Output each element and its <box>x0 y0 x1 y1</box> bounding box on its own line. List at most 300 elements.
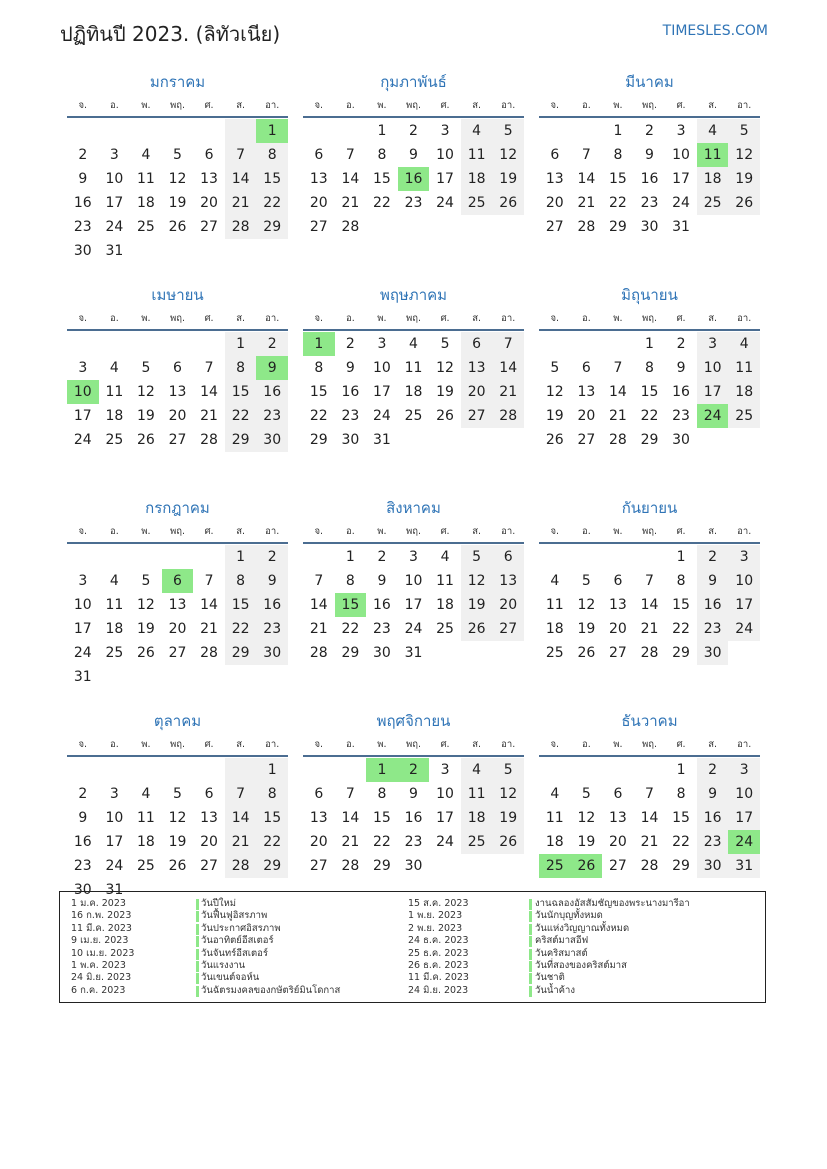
weekday-label: พ. <box>377 526 387 537</box>
day-cell: 18 <box>728 380 760 404</box>
day-cell: 20 <box>309 195 328 211</box>
day-cell: 20 <box>609 621 627 637</box>
month-block <box>539 283 760 456</box>
day-cell: 5 <box>440 336 450 352</box>
day-cell: 11 <box>461 143 493 167</box>
legend-date: 11 มี.ค. 2023 <box>408 972 469 984</box>
day-cell: 27 <box>168 645 187 661</box>
weekday-label: ศ. <box>676 526 686 537</box>
day-cell: 5 <box>581 786 591 802</box>
legend-row <box>71 935 401 947</box>
legend-row <box>408 985 758 997</box>
weekday-label: จ. <box>550 739 560 750</box>
empty-day-cell <box>335 758 367 782</box>
day-cell: 16 <box>341 384 360 400</box>
weekday-label: อ. <box>109 526 119 537</box>
legend-holiday-name: วันที่สองของคริสต์มาส <box>535 959 627 971</box>
day-cell: 12 <box>577 810 596 826</box>
day-cell: 19 <box>168 834 187 850</box>
day-cell: 25 <box>436 621 454 637</box>
day-cell: 5 <box>492 758 524 782</box>
day-cell: 1 <box>645 336 654 352</box>
day-cell: 29 <box>256 215 288 239</box>
month-block <box>539 496 760 669</box>
day-cell: 21 <box>225 830 257 854</box>
day-cell: 25 <box>461 191 493 215</box>
weekday-label: อ. <box>345 100 355 111</box>
day-cell: 18 <box>545 834 564 850</box>
weekday-label: อ. <box>581 100 591 111</box>
day-cell: 11 <box>545 810 564 826</box>
legend-holiday-name: วันแรงงาน <box>201 959 246 971</box>
day-cell: 27 <box>309 219 328 235</box>
month-name: มิถุนายน <box>621 286 678 304</box>
day-cell: 2 <box>645 123 654 139</box>
day-cell: 3 <box>440 123 450 139</box>
day-cell: 19 <box>545 408 564 424</box>
day-cell: 6 <box>204 147 214 163</box>
empty-day-cell <box>130 545 162 569</box>
legend-date: 24 ธ.ค. 2023 <box>408 935 469 947</box>
month-block <box>303 496 524 669</box>
day-cell: 27 <box>200 858 218 874</box>
day-cell: 3 <box>440 762 450 778</box>
month-name: กันยายน <box>621 499 678 517</box>
day-cell: 10 <box>373 360 391 376</box>
day-cell: 19 <box>492 167 524 191</box>
day-cell: 15 <box>609 171 627 187</box>
weekday-header <box>67 96 288 118</box>
empty-day-cell <box>539 332 571 356</box>
day-cell: 21 <box>200 408 218 424</box>
empty-day-cell <box>99 758 131 782</box>
day-cell: 25 <box>404 408 423 424</box>
month-name: พฤศจิกายน <box>376 712 451 730</box>
weekday-label: ส. <box>472 313 482 324</box>
empty-day-cell <box>130 758 162 782</box>
day-cell: 10 <box>436 147 454 163</box>
empty-day-cell <box>193 758 225 782</box>
weekday-label: จ. <box>78 739 88 750</box>
empty-day-cell <box>130 332 162 356</box>
day-cell: 20 <box>168 621 187 637</box>
day-cell: 21 <box>200 621 218 637</box>
weekday-label: อา. <box>501 739 516 750</box>
day-cell: 7 <box>581 147 591 163</box>
legend-holiday-name: คริสต์มาสอีฟ <box>535 935 589 947</box>
day-cell: 22 <box>640 408 659 424</box>
month-days <box>539 545 760 665</box>
day-cell: 9 <box>409 786 418 802</box>
day-cell: 11 <box>105 384 124 400</box>
day-cell: 16 <box>73 195 92 211</box>
weekday-label: พ. <box>377 100 387 111</box>
calendar-grid <box>67 70 760 898</box>
legend-row <box>408 910 758 922</box>
day-cell: 8 <box>645 360 654 376</box>
weekday-header <box>303 735 524 757</box>
day-cell: 13 <box>200 171 218 187</box>
month-name: กุมภาพันธ์ <box>380 73 447 91</box>
day-cell: 15 <box>672 810 690 826</box>
day-cell: 23 <box>341 408 360 424</box>
empty-day-cell <box>225 758 257 782</box>
day-cell: 30 <box>672 432 690 448</box>
weekday-label: ส. <box>708 739 718 750</box>
weekday-header <box>67 522 288 544</box>
day-cell: 25 <box>105 645 124 661</box>
legend-holiday-name: วันแห่งวิญญาณทั้งหมด <box>535 922 630 934</box>
day-cell: 11 <box>728 356 760 380</box>
weekday-label: ศ. <box>440 739 450 750</box>
weekday-label: ส. <box>236 100 246 111</box>
day-cell: 5 <box>492 119 524 143</box>
weekday-label: พ. <box>141 100 151 111</box>
weekday-label: พ. <box>613 739 623 750</box>
day-cell: 14 <box>200 597 218 613</box>
weekday-label: พฤ. <box>641 100 658 111</box>
day-cell: 21 <box>577 195 596 211</box>
weekday-label: ส. <box>472 739 482 750</box>
day-cell: 11 <box>461 782 493 806</box>
day-cell: 23 <box>640 195 659 211</box>
legend-row <box>408 948 758 960</box>
day-cell: 31 <box>105 882 124 898</box>
day-cell: 29 <box>225 428 257 452</box>
month-name: มกราคม <box>149 73 206 91</box>
day-cell: 3 <box>697 332 729 356</box>
weekday-label: ศ. <box>204 313 214 324</box>
day-cell: 2 <box>676 336 686 352</box>
holiday-day-cell: 26 <box>571 854 603 878</box>
legend-row <box>71 923 401 935</box>
day-cell: 14 <box>577 171 596 187</box>
day-cell: 24 <box>105 219 124 235</box>
day-cell: 2 <box>256 545 288 569</box>
day-cell: 18 <box>436 597 454 613</box>
weekday-label: พฤ. <box>169 100 186 111</box>
day-cell: 13 <box>609 597 627 613</box>
day-cell: 28 <box>640 858 659 874</box>
month-days <box>303 332 524 452</box>
day-cell: 4 <box>728 332 760 356</box>
legend-column-right <box>408 898 758 997</box>
day-cell: 9 <box>645 147 654 163</box>
holiday-day-cell: 15 <box>335 593 367 617</box>
legend-color-marker <box>529 949 532 960</box>
day-cell: 7 <box>225 782 257 806</box>
day-cell: 14 <box>640 810 659 826</box>
day-cell: 8 <box>256 782 288 806</box>
holiday-day-cell: 10 <box>67 380 99 404</box>
day-cell: 22 <box>225 617 257 641</box>
weekday-label: พฤ. <box>169 313 186 324</box>
day-cell: 22 <box>309 408 328 424</box>
day-cell: 3 <box>409 549 418 565</box>
weekday-label: พ. <box>141 739 151 750</box>
day-cell: 14 <box>309 597 328 613</box>
empty-day-cell <box>67 332 99 356</box>
day-cell: 27 <box>461 404 493 428</box>
legend-color-marker <box>196 961 199 972</box>
day-cell: 10 <box>728 569 760 593</box>
day-cell: 28 <box>200 432 218 448</box>
day-cell: 22 <box>609 195 627 211</box>
day-cell: 23 <box>672 408 690 424</box>
weekday-label: จ. <box>314 739 324 750</box>
day-cell: 1 <box>377 123 387 139</box>
holiday-legend <box>59 891 766 1003</box>
day-cell: 17 <box>436 810 454 826</box>
month-days <box>303 119 524 239</box>
day-cell: 18 <box>105 621 124 637</box>
day-cell: 6 <box>461 332 493 356</box>
day-cell: 25 <box>728 404 760 428</box>
day-cell: 4 <box>109 573 119 589</box>
day-cell: 12 <box>137 384 155 400</box>
day-cell: 27 <box>492 617 524 641</box>
day-cell: 28 <box>577 219 596 235</box>
day-cell: 24 <box>373 408 391 424</box>
day-cell: 28 <box>341 858 360 874</box>
legend-date: 1 พ.ค. 2023 <box>71 959 126 971</box>
empty-day-cell <box>99 332 131 356</box>
legend-date: 2 พ.ย. 2023 <box>408 922 463 934</box>
day-cell: 20 <box>461 380 493 404</box>
day-cell: 23 <box>697 617 729 641</box>
weekday-label: พฤ. <box>641 526 658 537</box>
day-cell: 6 <box>550 147 560 163</box>
day-cell: 4 <box>141 147 151 163</box>
legend-holiday-name: งานฉลองอัสสัมชัญของพระนางมารีอา <box>535 898 690 909</box>
day-cell: 11 <box>545 597 564 613</box>
month-name: กรกฎาคม <box>145 499 210 517</box>
day-cell: 17 <box>436 171 454 187</box>
day-cell: 19 <box>577 834 596 850</box>
day-cell: 26 <box>492 191 524 215</box>
day-cell: 19 <box>137 621 155 637</box>
weekday-label: พฤ. <box>405 313 422 324</box>
legend-holiday-name: วันประกาศอิสรภาพ <box>201 922 281 934</box>
weekday-label: พ. <box>613 100 623 111</box>
day-cell: 1 <box>613 123 623 139</box>
day-cell: 4 <box>109 360 119 376</box>
legend-date: 15 ส.ค. 2023 <box>408 898 469 909</box>
day-cell: 23 <box>73 858 92 874</box>
day-cell: 4 <box>461 758 493 782</box>
empty-day-cell <box>130 119 162 143</box>
day-cell: 18 <box>404 384 423 400</box>
weekday-label: พ. <box>141 313 151 324</box>
holiday-day-cell: 1 <box>256 119 288 143</box>
empty-day-cell <box>335 119 367 143</box>
legend-row <box>71 960 401 972</box>
weekday-label: พฤ. <box>405 100 422 111</box>
day-cell: 12 <box>168 171 187 187</box>
day-cell: 1 <box>676 549 686 565</box>
month-name: มีนาคม <box>625 73 674 91</box>
day-cell: 3 <box>109 147 119 163</box>
day-cell: 12 <box>577 597 596 613</box>
month-name: เมษายน <box>151 286 204 304</box>
day-cell: 30 <box>404 858 423 874</box>
weekday-label: พฤ. <box>641 739 658 750</box>
day-cell: 15 <box>672 597 690 613</box>
day-cell: 28 <box>609 432 627 448</box>
day-cell: 30 <box>697 641 729 665</box>
weekday-label: จ. <box>314 526 324 537</box>
day-cell: 28 <box>200 645 218 661</box>
weekday-label: จ. <box>314 100 324 111</box>
empty-day-cell <box>303 545 335 569</box>
day-cell: 17 <box>105 195 124 211</box>
day-cell: 8 <box>225 356 257 380</box>
day-cell: 24 <box>436 834 454 850</box>
day-cell: 6 <box>613 573 623 589</box>
month-days <box>67 332 288 452</box>
month-days <box>67 545 288 689</box>
day-cell: 18 <box>697 167 729 191</box>
weekday-label: ส. <box>236 313 246 324</box>
day-cell: 4 <box>550 573 560 589</box>
day-cell: 8 <box>377 786 387 802</box>
weekday-label: อา. <box>265 526 280 537</box>
day-cell: 24 <box>436 195 454 211</box>
day-cell: 23 <box>256 617 288 641</box>
day-cell: 9 <box>345 360 355 376</box>
day-cell: 22 <box>225 404 257 428</box>
day-cell: 26 <box>492 830 524 854</box>
day-cell: 18 <box>137 195 155 211</box>
weekday-label: ศ. <box>676 313 686 324</box>
day-cell: 4 <box>550 786 560 802</box>
day-cell: 5 <box>173 147 182 163</box>
empty-day-cell <box>634 758 666 782</box>
day-cell: 28 <box>225 854 257 878</box>
day-cell: 10 <box>728 782 760 806</box>
legend-holiday-name: วันฉัตรมงคลของกษัตริย์มินโดกาส <box>201 984 341 996</box>
day-cell: 5 <box>461 545 493 569</box>
day-cell: 6 <box>492 545 524 569</box>
legend-holiday-name: วันนักบุญทั้งหมด <box>535 910 603 922</box>
day-cell: 26 <box>137 645 155 661</box>
day-cell: 12 <box>137 597 155 613</box>
day-cell: 16 <box>697 593 729 617</box>
legend-row <box>71 898 401 910</box>
weekday-label: อ. <box>581 526 591 537</box>
day-cell: 5 <box>173 786 182 802</box>
legend-date: 9 เม.ย. 2023 <box>71 935 129 947</box>
empty-day-cell <box>539 758 571 782</box>
legend-color-marker <box>529 911 532 922</box>
day-cell: 8 <box>314 360 324 376</box>
weekday-label: อา. <box>265 100 280 111</box>
day-cell: 18 <box>137 834 155 850</box>
day-cell: 5 <box>141 573 151 589</box>
day-cell: 30 <box>640 219 659 235</box>
day-cell: 20 <box>168 408 187 424</box>
day-cell: 2 <box>697 758 729 782</box>
empty-day-cell <box>162 332 194 356</box>
day-cell: 8 <box>225 569 257 593</box>
day-cell: 13 <box>545 171 564 187</box>
day-cell: 12 <box>492 143 524 167</box>
day-cell: 17 <box>105 834 124 850</box>
day-cell: 23 <box>404 834 423 850</box>
legend-date: 26 ธ.ค. 2023 <box>408 959 469 971</box>
day-cell: 11 <box>105 597 124 613</box>
day-cell: 3 <box>676 123 686 139</box>
day-cell: 15 <box>373 171 391 187</box>
legend-row <box>71 985 401 997</box>
day-cell: 14 <box>200 384 218 400</box>
day-cell: 29 <box>225 641 257 665</box>
weekday-label: ศ. <box>676 739 686 750</box>
day-cell: 11 <box>404 360 423 376</box>
day-cell: 15 <box>225 380 257 404</box>
month-name: ธันวาคม <box>621 712 678 730</box>
brand-link[interactable]: TIMESLES.COM <box>662 23 768 39</box>
month-days <box>303 545 524 665</box>
day-cell: 7 <box>314 573 324 589</box>
day-cell: 9 <box>78 810 88 826</box>
day-cell: 13 <box>200 810 218 826</box>
day-cell: 18 <box>461 167 493 191</box>
day-cell: 22 <box>341 621 360 637</box>
holiday-day-cell: 16 <box>398 167 430 191</box>
day-cell: 10 <box>404 573 423 589</box>
day-cell: 30 <box>73 882 92 898</box>
day-cell: 8 <box>676 573 686 589</box>
legend-row <box>408 935 758 947</box>
legend-row <box>71 948 401 960</box>
empty-day-cell <box>602 758 634 782</box>
day-cell: 26 <box>545 432 564 448</box>
day-cell: 9 <box>697 569 729 593</box>
day-cell: 4 <box>141 786 151 802</box>
day-cell: 28 <box>309 645 328 661</box>
day-cell: 30 <box>373 645 391 661</box>
holiday-day-cell: 9 <box>256 356 288 380</box>
weekday-label: จ. <box>78 313 88 324</box>
day-cell: 27 <box>609 645 627 661</box>
weekday-label: พ. <box>613 313 623 324</box>
day-cell: 30 <box>697 854 729 878</box>
day-cell: 8 <box>377 147 387 163</box>
weekday-label: ศ. <box>204 739 214 750</box>
empty-day-cell <box>67 545 99 569</box>
day-cell: 22 <box>373 834 391 850</box>
day-cell: 18 <box>461 806 493 830</box>
weekday-label: จ. <box>314 313 324 324</box>
day-cell: 25 <box>545 645 564 661</box>
day-cell: 26 <box>168 858 187 874</box>
legend-color-marker <box>196 924 199 935</box>
weekday-label: อ. <box>345 739 355 750</box>
weekday-label: พ. <box>141 526 151 537</box>
month-block <box>303 70 524 243</box>
legend-row <box>408 923 758 935</box>
day-cell: 10 <box>697 356 729 380</box>
weekday-label: ส. <box>472 526 482 537</box>
day-cell: 5 <box>141 360 151 376</box>
weekday-label: อา. <box>501 526 516 537</box>
weekday-label: พ. <box>377 313 387 324</box>
month-days <box>539 119 760 239</box>
day-cell: 12 <box>168 810 187 826</box>
legend-row <box>71 972 401 984</box>
day-cell: 10 <box>436 786 454 802</box>
